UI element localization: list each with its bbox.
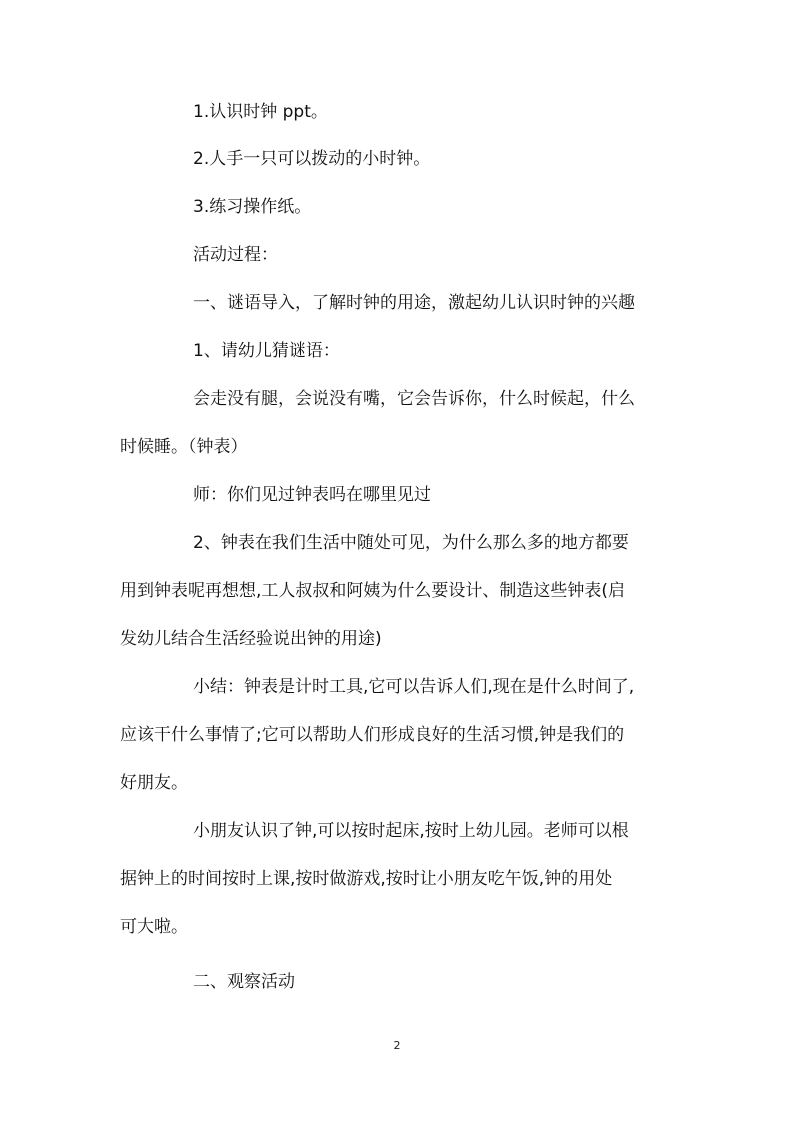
summary-line-2: 应该干什么事情了;它可以帮助人们形成良好的生活习惯,钟是我们的 <box>120 725 625 745</box>
page-number: 2 <box>393 1039 401 1052</box>
paragraph-line-2: 据钟上的时间按时上课,按时做游戏,按时让小朋友吃午饭,钟的用处 <box>120 869 613 889</box>
material-item-3: 3.练习操作纸。 <box>193 197 312 217</box>
substep-2-line-2: 用到钟表呢再想想,工人叔叔和阿姨为什么要设计、制造这些钟表(启 <box>120 581 626 601</box>
step-heading-2: 二、观察活动 <box>193 972 295 992</box>
summary-line-3: 好朋友。 <box>120 773 188 793</box>
teacher-question: 师：你们见过钟表吗在哪里见过 <box>193 485 431 505</box>
substep-1-heading: 1、请幼儿猜谜语： <box>193 341 340 361</box>
step-heading-1: 一、谜语导入，了解时钟的用途，激起幼儿认识时钟的兴趣 <box>193 293 635 313</box>
material-item-1: 1.认识时钟 ppt。 <box>193 102 328 122</box>
substep-2-line-3: 发幼儿结合生活经验说出钟的用途) <box>120 629 382 649</box>
paragraph-line-3: 可大啦。 <box>120 917 188 937</box>
section-heading-activity-process: 活动过程： <box>193 245 278 265</box>
summary-line-1: 小结：钟表是计时工具,它可以告诉人们,现在是什么时间了, <box>193 677 635 697</box>
riddle-text-line-2: 时候睡。（钟表） <box>120 437 248 457</box>
paragraph-line-1: 小朋友认识了钟,可以按时起床,按时上幼儿园。老师可以根 <box>193 821 629 841</box>
riddle-text-line-1: 会走没有腿，会说没有嘴，它会告诉你，什么时候起，什么 <box>193 389 635 409</box>
material-item-2: 2.人手一只可以拨动的小时钟。 <box>193 149 431 169</box>
substep-2-line-1: 2、钟表在我们生活中随处可见，为什么那么多的地方都要 <box>193 533 629 553</box>
